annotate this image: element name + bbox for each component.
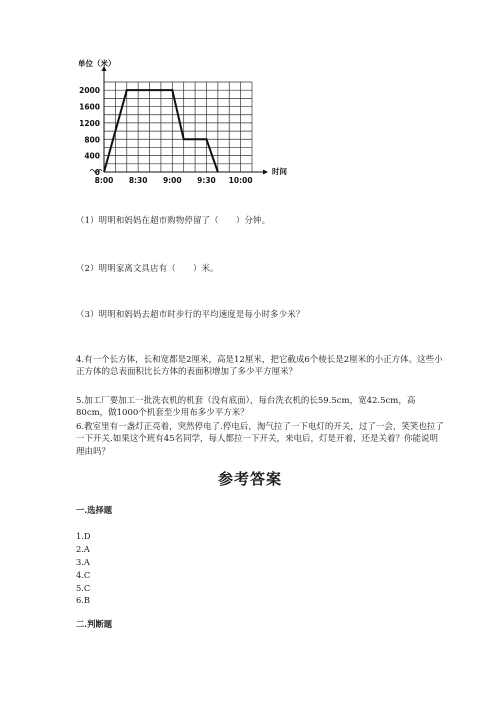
chart-svg <box>70 56 310 192</box>
answer-item: 3.A <box>76 556 90 567</box>
y-tick-label: 400 <box>84 151 100 161</box>
y-tick-label: 0 <box>94 168 100 177</box>
x-tick-label: 9:30 <box>197 176 216 185</box>
question-1: （1）明明和妈妈在超市购物停留了（ ）分钟。 <box>76 215 271 225</box>
x-tick-label: 9:00 <box>162 176 182 185</box>
answer-list <box>76 530 91 607</box>
x-axis-arrow <box>263 170 268 175</box>
distance-time-chart <box>70 56 310 192</box>
x-tick-label: 8:30 <box>128 176 148 185</box>
section-choice-heading: 一.选择题 <box>76 505 113 515</box>
y-tick-label: 1600 <box>79 102 100 112</box>
answer-item: 1.D <box>76 531 91 541</box>
question-3: （3）明明和妈妈去超市时步行的平均速度是每小时多少米？ <box>76 309 305 319</box>
problem-6: 6.教室里有一盏灯正亮着，突然停电了.停电后，淘气拉了一下电灯的开关，过了一会，笑笑也拉了一下开关.如果这个班有45名同学，每人都拉一下开关，来电后，灯是开着，还是关着？你能说明理由吗？ <box>76 422 444 457</box>
answer-item: 5.C <box>76 582 91 593</box>
answer-item: 6.B <box>76 595 91 606</box>
question-2: （2）明明家离文具店有（ ）米。 <box>76 263 219 273</box>
problem-5: 5.加工厂要加工一批洗衣机的机套（没有底面），每台洗衣机的长59.5cm，宽42.5cm，高80cm，做1000个机套至少用布多少平方米？ <box>76 396 416 419</box>
section-judge-heading: 二.判断题 <box>76 619 113 629</box>
y-axis-label: 单位（米） <box>78 59 116 68</box>
y-tick-label: 2000 <box>79 86 100 96</box>
x-tick-label: 8:00 <box>94 176 114 185</box>
answer-item: 2.A <box>76 543 90 554</box>
x-tick-label: 10:00 <box>228 176 253 185</box>
y-tick-label: 1200 <box>79 118 100 128</box>
answer-title: 参考答案 <box>217 470 282 488</box>
y-tick-label: 800 <box>84 135 100 145</box>
answer-item: 4.C <box>76 569 91 580</box>
x-axis-label: 时间 <box>272 167 287 176</box>
problem-4: 4.有一个长方体，长和宽都是2厘米，高是12厘米，把它截成6个棱长是2厘米的小正方体。这些小正方体的总表面积比长方体的表面积增加了多少平方厘米？ <box>76 355 443 378</box>
